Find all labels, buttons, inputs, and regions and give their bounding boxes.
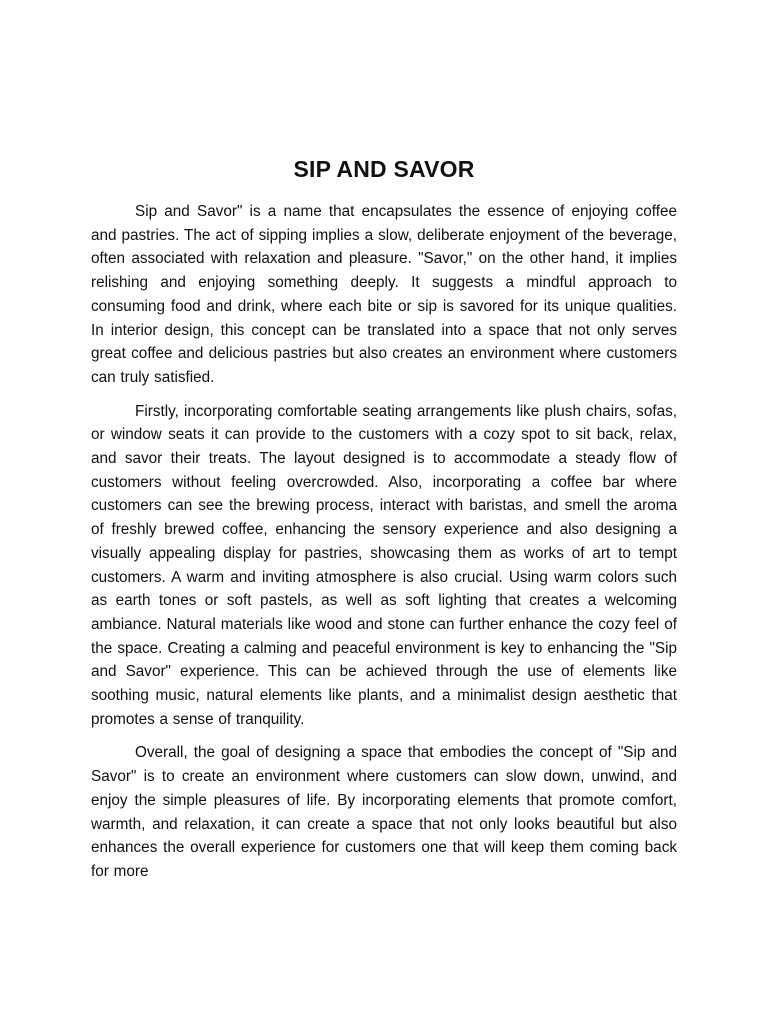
paragraph-conclusion: Overall, the goal of designing a space that embodies the concept of "Sip and Savor" is to create an environment where customers can slow down, unwind, and enjoy the simple pleasures of life. By incorporating elements that promote comfort, warmth, and relaxation, it can create a space that not only looks beautiful but also enhances the overall experience for customers one that will keep them coming back for more	[91, 744, 677, 880]
document-body	[91, 200, 677, 894]
document-title: SIP AND SAVOR	[293, 156, 475, 182]
paragraph-intro: Sip and Savor" is a name that encapsulates the essence of enjoying coffee and pastries. The act of sipping implies a slow, deliberate enjoyment of the beverage, often associated with relaxation and pleasure. "Savor," on the other hand, it implies relishing and enjoying something deeply. It suggests a mindful approach to consuming food and drink, where each bite or sip is savored for its unique qualities. In interior design, this concept can be translated into a space that not only serves great coffee and delicious pastries but also creates an environment where customers can truly satisfied.	[91, 203, 677, 386]
paragraph-design-elements: Firstly, incorporating comfortable seating arrangements like plush chairs, sofas, or window seats it can provide to the customers with a cozy spot to sit back, relax, and savor their treats. The layout designed is to accommodate a steady flow of customers without feeling overcrowded. Also, incorporating a coffee bar where customers can see the brewing process, interact with baristas, and smell the aroma of freshly brewed coffee, enhancing the sensory experience and also designing a visually appealing display for pastries, showcasing them as works of art to tempt customers. A warm and inviting atmosphere is also crucial. Using warm colors such as earth tones or soft pastels, as well as soft lighting that creates a welcoming ambiance. Natural materials like wood and stone can further enhance the cozy feel of the space. Creating a calming and peaceful environment is key to enhancing the "Sip and Savor" experience. This can be achieved through the use of elements like soothing music, natural elements like plants, and a minimalist design aesthetic that promotes a sense of tranquility.	[91, 402, 677, 728]
